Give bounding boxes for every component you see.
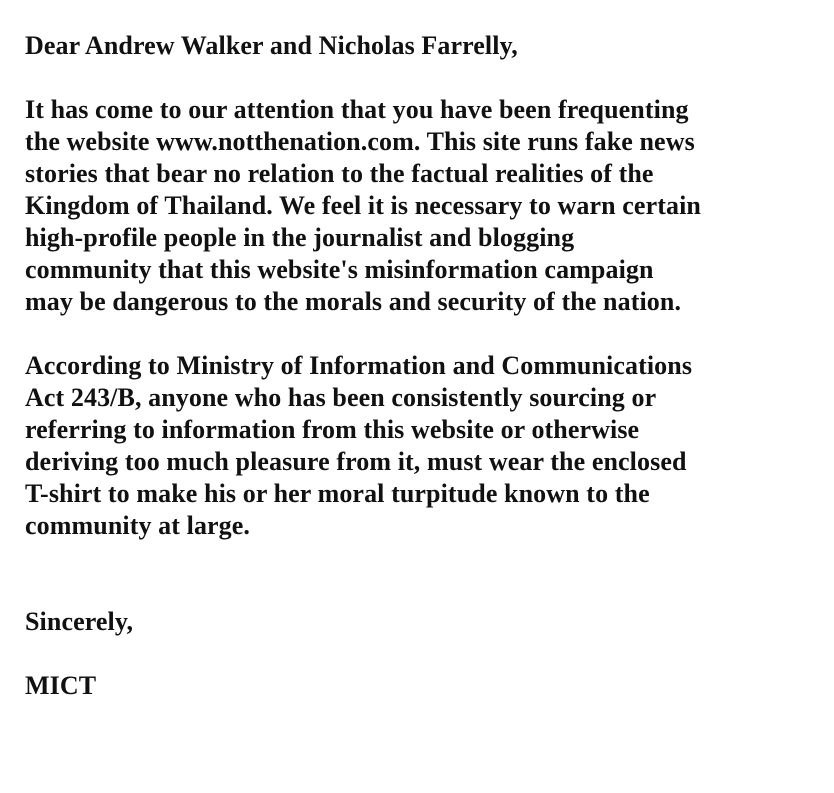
paragraph-1 [25,94,825,318]
paragraph-2-line: deriving too much pleasure from it, must wear the enclosed [25,447,687,476]
salutation: Dear Andrew Walker and Nicholas Farrelly, [25,31,518,60]
paragraph-1-line: may be dangerous to the morals and security of the nation. [25,287,682,316]
paragraph-1-line: community that this website's misinformation campaign [25,255,654,284]
paragraph-2 [25,350,825,542]
paragraph-1-line: high-profile people in the journalist and blogging [25,223,575,252]
signature: MICT [25,671,97,700]
letter-body [25,30,825,702]
paragraph-2-line: referring to information from this website or otherwise [25,415,640,444]
paragraph-1-line: Kingdom of Thailand. We feel it is necessary to warn certain [25,191,701,220]
paragraph-2-line: Act 243/B, anyone who has been consistently sourcing or [25,383,657,412]
paragraph-1-line: It has come to our attention that you have been frequenting [25,95,689,124]
paragraph-2-line: T-shirt to make his or her moral turpitude known to the [25,479,650,508]
paragraph-1-line: stories that bear no relation to the factual realities of the [25,159,654,188]
paragraph-1-line: the website www.notthenation.com. This site runs fake news [25,127,695,156]
paragraph-2-line: According to Ministry of Information and Communications [25,351,693,380]
paragraph-2-line: community at large. [25,511,251,540]
closing: Sincerely, [25,607,134,636]
